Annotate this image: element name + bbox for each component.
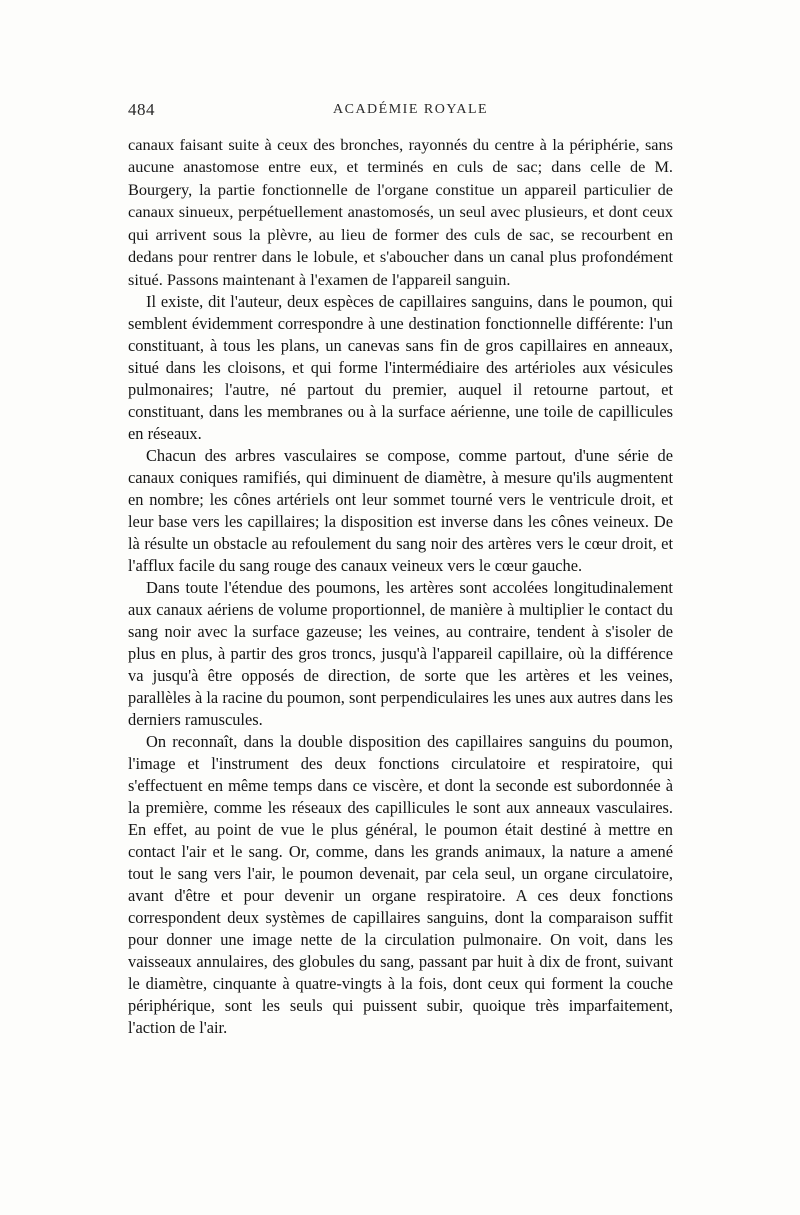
paragraph: Il existe, dit l'auteur, deux espèces de capillaires sanguins, dans le poumon, qui semblent évidemment correspondre à une destination fonctionnelle différente: l'un constituant, à tous les plans, un canevas sans fin de gros capillaires en anneaux, situé dans les cloisons, et qui forme l'intermédiaire des artérioles aux vésicules pulmonaires; l'autre, né partout du premier, auquel il retourne partout, et constituant, dans les membranes ou à la surface aérienne, une toile de capillicules en réseaux. (128, 292, 673, 444)
page-number: 484 (128, 100, 155, 119)
paragraph: Dans toute l'étendue des poumons, les artères sont accolées longitudinalement aux canaux aériens de volume proportionnel, de manière à multiplier le contact du sang noir avec la surface gazeuse; les veines, au contraire, tendent à s'isoler de plus en plus, à partir des gros troncs, jusqu'à l'appareil capillaire, où la différence va jusqu'à être opposés de direction, de sorte que les artères et les veines, parallèles à la racine du poumon, sont perpendiculaires les unes aux autres dans les derniers ramuscules. (128, 578, 673, 730)
paragraph: canaux faisant suite à ceux des bronches, rayonnés du centre à la périphérie, sans aucune anastomose entre eux, et terminés en culs de sac; dans celle de M. Bourgery, la partie fonctionnelle de l'organe constitue un appareil particulier de canaux sinueux, perpétuellement anastomosés, un seul avec plusieurs, et dont ceux qui arrivent sous la plèvre, au lieu de former des culs de sac, se recourbent en dedans pour rentrer dans le lobule, et s'aboucher dans un canal plus profondément situé. Passons maintenant à l'examen de l'appareil sanguin. (128, 135, 673, 289)
page-header (128, 100, 676, 122)
paragraph: On reconnaît, dans la double disposition des capillaires sanguins du poumon, l'image et l'instrument des deux fonctions circulatoire et respiratoire, qui s'effectuent en même temps dans ce viscère, et dont la seconde est subordonnée à la première, comme les réseaux des capillicules le sont aux anneaux vasculaires. En effet, au point de vue le plus général, le poumon était destiné à mettre en contact l'air et le sang. Or, comme, dans les grands animaux, la nature a amené tout le sang vers l'air, le poumon devenait, par cela seul, un organe circulatoire, avant d'être et pour devenir un organe respiratoire. A ces deux fonctions correspondent deux systèmes de capillaires sanguins, dont la comparaison suffit pour donner une image nette de la circulation pulmonaire. On voit, dans les vaisseaux annulaires, des globules du sang, passant par huit à dix de front, suivant le diamètre, cinquante à quatre-vingts à la fois, dont ceux qui forment la couche périphérique, sont les seuls qui puissent subir, quoique très imparfaitement, l'action de l'air. (128, 732, 673, 1038)
paragraph: Chacun des arbres vasculaires se compose, comme partout, d'une série de canaux coniques ramifiés, qui diminuent de diamètre, à mesure qu'ils augmentent en nombre; les cônes artériels ont leur sommet tourné vers le ventricule droit, et leur base vers les capillaires; la disposition est inverse dans les cônes veineux. De là résulte un obstacle au refoulement du sang noir des artères vers le cœur droit, et l'afflux facile du sang rouge des canaux veineux vers le cœur gauche. (128, 446, 673, 576)
body-text (128, 134, 673, 1039)
running-head: ACADÉMIE ROYALE (333, 102, 489, 117)
